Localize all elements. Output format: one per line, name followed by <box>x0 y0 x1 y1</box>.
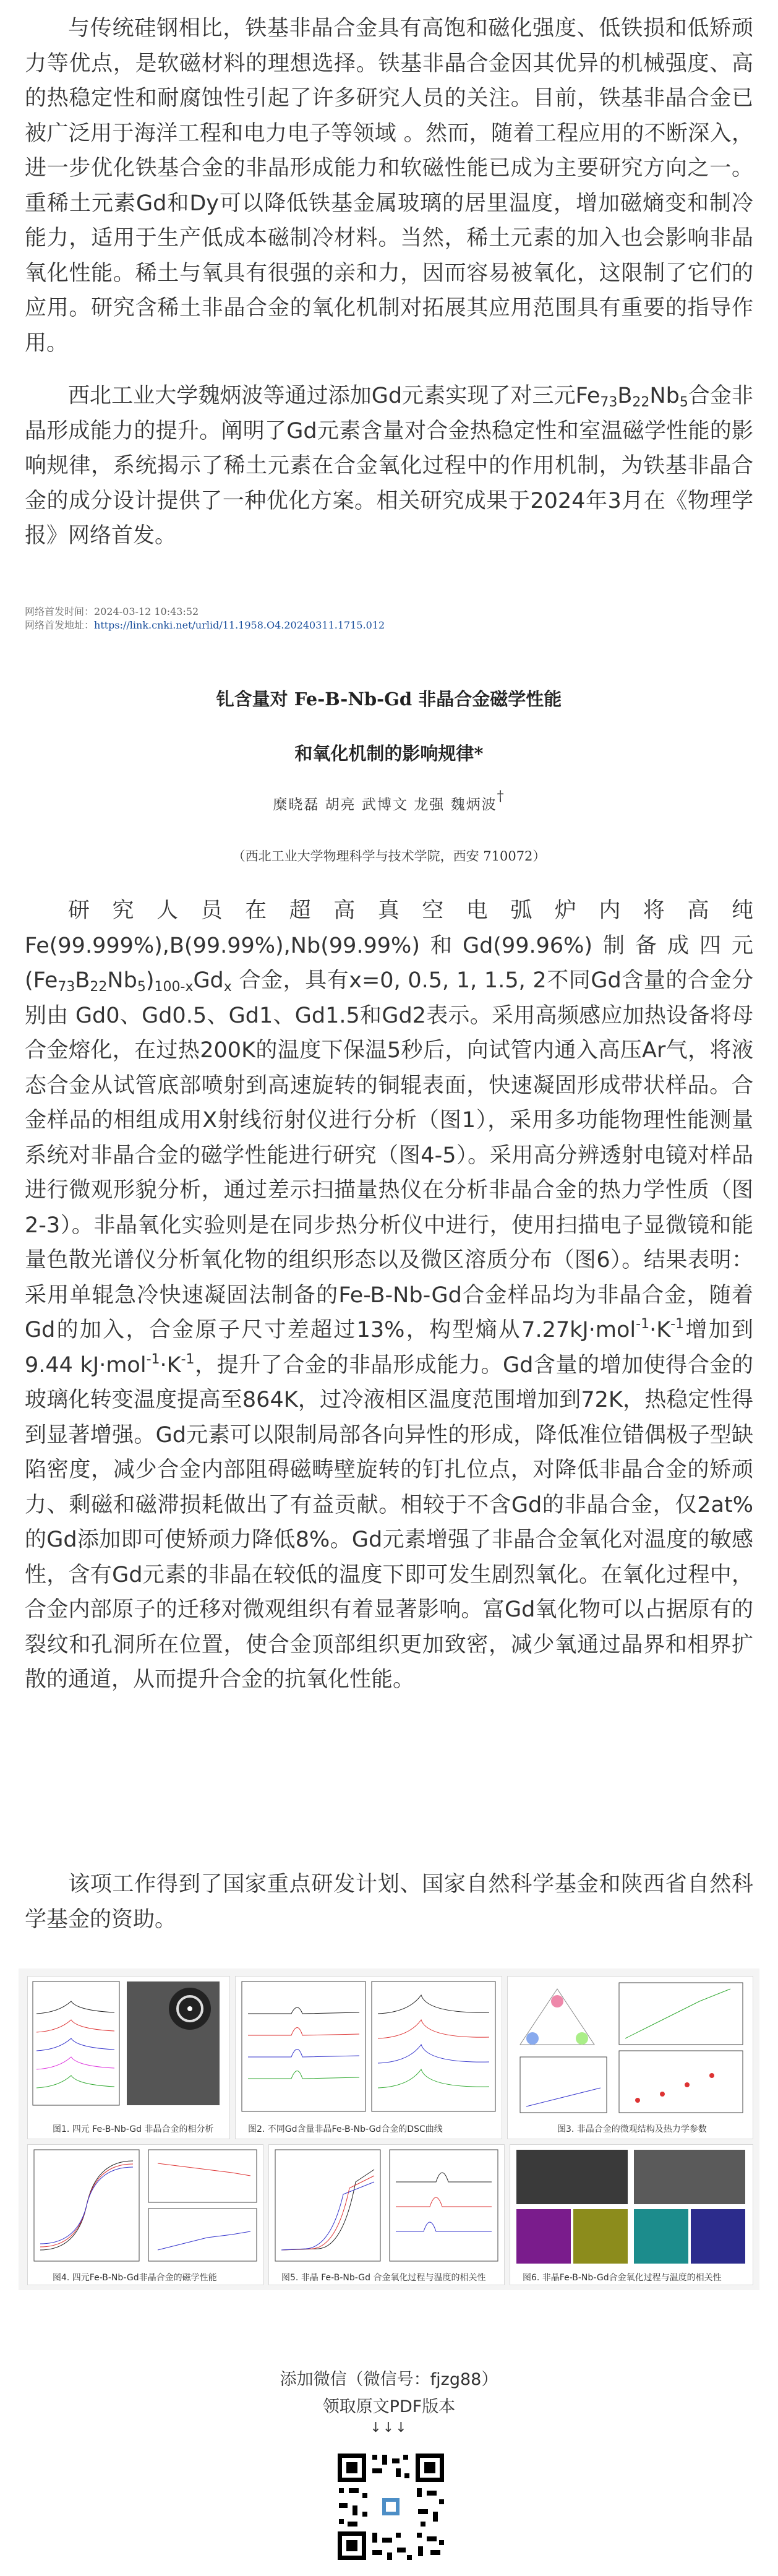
figure-6-graphic <box>510 2145 753 2269</box>
text-run: Gd <box>193 968 224 993</box>
wechat-line: 添加微信（微信号：fjzg88） <box>280 2370 498 2389</box>
figure-2 <box>235 1976 502 2139</box>
text-run: ，提升了合金的非晶形成能力。Gd含量的增加使得合金的玻璃化转变温度提高至864K，过冷液相区温度范围增加到72K，热稳定性得到显著增强。Gd元素可以限制局部各向异性的形成，降低准位错偶极子型缺陷密度，减少合金内部阻碍磁畴壁旋转的钉扎位点，对降低非晶合金的矫顽力、剩磁和磁滞损耗做出了有益贡献。相较于不含Gd的非晶合金，仅2at%的Gd添加即可使矫顽力降低8%。Gd元素增强了非晶合金氧化对温度的敏感性，含有Gd元素的非晶在较低的温度下即可发生剧烈氧化。在氧化过程中，合金内部原子的迁移对微观组织有着显著影响。富Gd氧化物可以占据原有的裂纹和孔洞所在位置，使合金顶部组织更加致密，减少氧通过晶界和相界扩散的通道，从而提升合金的抗氧化性能。 <box>25 1352 753 1692</box>
text-run: B <box>617 384 633 408</box>
pdf-line: 领取原文PDF版本 <box>322 2397 456 2416</box>
publish-time <box>25 605 199 619</box>
body-paragraph-research <box>25 893 753 1698</box>
qr-code-icon[interactable] <box>334 2450 448 2564</box>
figure-6-caption: 图6. 非晶Fe-B-Nb-Gd合金氧化过程与温度的相关性 <box>523 2273 722 2283</box>
figure-1-caption: 图1. 四元 Fe-B-Nb-Gd 非晶合金的相分析 <box>53 2124 214 2134</box>
body-paragraph-funding: 该项工作得到了国家重点研发计划、国家自然科学基金和陕西省自然科学基金的资助。 <box>25 1872 753 1932</box>
publish-time-value: 2024-03-12 10:43:52 <box>94 606 199 617</box>
text-run: ·K <box>160 1352 181 1378</box>
figure-2-caption: 图2. 不同Gd含量非晶Fe-B-Nb-Gd合金的DSC曲线 <box>248 2124 443 2134</box>
figure-3-caption: 图3. 非晶合金的微观结构及热力学参数 <box>557 2124 707 2134</box>
figure-4-graphic <box>28 2145 263 2269</box>
superscript: -1 <box>670 1316 685 1332</box>
intro-paragraph-1: 与传统硅钢相比，铁基非晶合金具有高饱和磁化强度、低铁损和低矫顽力等优点，是软磁材料的理想选择。铁基非晶合金因其优异的机械强度、高的热稳定性和耐腐蚀性引起了许多研究人员的关注。目前，铁基非晶合金已被广泛用于海洋工程和电力电子等领域 。然而，随着工程应用的不断深入，进一步优化铁基合金的非晶形成能力和软磁性能已成为主要研究方向之一。重稀土元素Gd和Dy可以降低铁基金属玻璃的居里温度，增加磁熵变和制冷能力，适用于生产低成本磁制冷材料。当然，稀土元素的加入也会影响非晶氧化性能。稀土与氧具有很强的亲和力，因而容易被氧化，这限制了它们的应用。研究含稀土非晶合金的氧化机制对拓展其应用范围具有重要的指导作用。 <box>25 16 753 356</box>
paper-authors <box>0 789 778 814</box>
figure-4 <box>27 2144 263 2285</box>
text-run: B <box>75 968 90 993</box>
subscript: x <box>223 979 232 995</box>
figure-5-caption: 图5. 非晶 Fe-B-Nb-Gd 合金氧化过程与温度的相关性 <box>281 2273 486 2283</box>
text-run: Nb <box>649 384 680 408</box>
superscript: -1 <box>181 1351 195 1367</box>
figure-4-caption: 图4. 四元Fe-B-Nb-Gd非晶合金的磁学性能 <box>53 2273 217 2283</box>
figure-5-graphic <box>269 2145 504 2269</box>
subscript: 5 <box>137 979 146 995</box>
down-arrows: ↓↓↓ <box>370 2420 408 2436</box>
figure-3 <box>507 1976 753 2139</box>
figure-collage <box>19 1968 759 2290</box>
subscript: 5 <box>679 395 688 410</box>
text-run: ·K <box>649 1318 671 1342</box>
superscript: -1 <box>636 1316 650 1332</box>
figure-5 <box>268 2144 505 2285</box>
superscript: -1 <box>146 1351 160 1367</box>
text-run: 研究人员在超高真空电弧炉内将高纯Fe(99.999%),B(99.99%),Nb(99.99%)和Gd(99.96%)制备成四元(Fe <box>25 898 753 993</box>
qr-code-graphic <box>334 2450 448 2564</box>
text-run: 合金非晶形成能力的提升。阐明了Gd元素含量对合金热稳定性和室温磁学性能的影响规律，系统揭示了稀土元素在合金氧化过程中的作用机制，为铁基非晶合金的成分设计提供了一种优化方案。相关研究成果于2024年3月在《物理学报》网络首发。 <box>25 384 753 548</box>
subscript: 22 <box>90 979 108 995</box>
figure-3-graphic <box>508 1977 753 2123</box>
text-run: Nb <box>107 968 137 993</box>
paper-title-line-1: 钆含量对 Fe-B-Nb-Gd 非晶合金磁学性能 <box>216 689 562 710</box>
publish-url <box>25 619 385 632</box>
figure-6 <box>510 2144 753 2285</box>
authors-text: 糜晓磊 胡亮 武博文 龙强 魏炳波 <box>273 797 497 813</box>
subscript: 100-x <box>154 979 194 995</box>
subscript: 73 <box>58 979 75 995</box>
subscript: 22 <box>632 395 650 410</box>
author-footnote-mark: † <box>497 789 505 804</box>
text-run: 西北工业大学魏炳波等通过添加Gd元素实现了对三元Fe <box>68 384 601 408</box>
figure-1 <box>27 1976 230 2139</box>
text-run: 合金，具有x=0, 0.5, 1, 1.5, 2不同Gd含量的合金分别由 Gd0、Gd0.5、Gd1、Gd1.5和Gd2表示。采用高频感应加热设备将母合金熔化，在过热200K的温度下保温5秒后，向试管内通入高压Ar气，将液态合金从试管底部喷射到高速旋转的铜辊表面，快速凝固形成带状样品。合金样品的相组成用X射线衍射仪进行分析（图1），采用多功能物理性能测量系统对非晶合金的磁学性能进行研究（图4-5）。采用高分辨透射电镜对样品进行微观形貌分析，通过差示扫描量热仪在分析非晶合金的热力学性质（图2-3）。非晶氧化实验则是在同步热分析仪中进行，使用扫描电子显微镜和能量色散光谱仪分析氧化物的组织形态以及微区溶质分布（图6）。结果表明：采用单辊急冷快速凝固法制备的Fe-B-Nb-Gd合金样品均为非晶合金，随着Gd的加入，合金原子尺寸差超过13%，构型熵从7.27kJ·mol <box>25 968 753 1342</box>
paper-affiliation: （西北工业大学物理科学与技术学院，西安 710072） <box>232 849 546 864</box>
subscript: 73 <box>600 395 618 410</box>
publish-time-label: 网络首发时间： <box>25 606 95 617</box>
publish-url-link[interactable]: https://link.cnki.net/urlid/11.1958.O4.20240311.1715.012 <box>94 619 385 631</box>
intro-paragraph-2 <box>25 379 753 554</box>
figure-2-graphic <box>236 1977 502 2123</box>
figure-1-graphic <box>28 1977 229 2125</box>
publish-url-label: 网络首发地址： <box>25 619 95 631</box>
text-run: ) <box>145 968 155 993</box>
text-run: 增加到9.44 kJ·mol <box>25 1318 753 1378</box>
paper-title-line-2: 和氧化机制的影响规律* <box>294 743 484 764</box>
